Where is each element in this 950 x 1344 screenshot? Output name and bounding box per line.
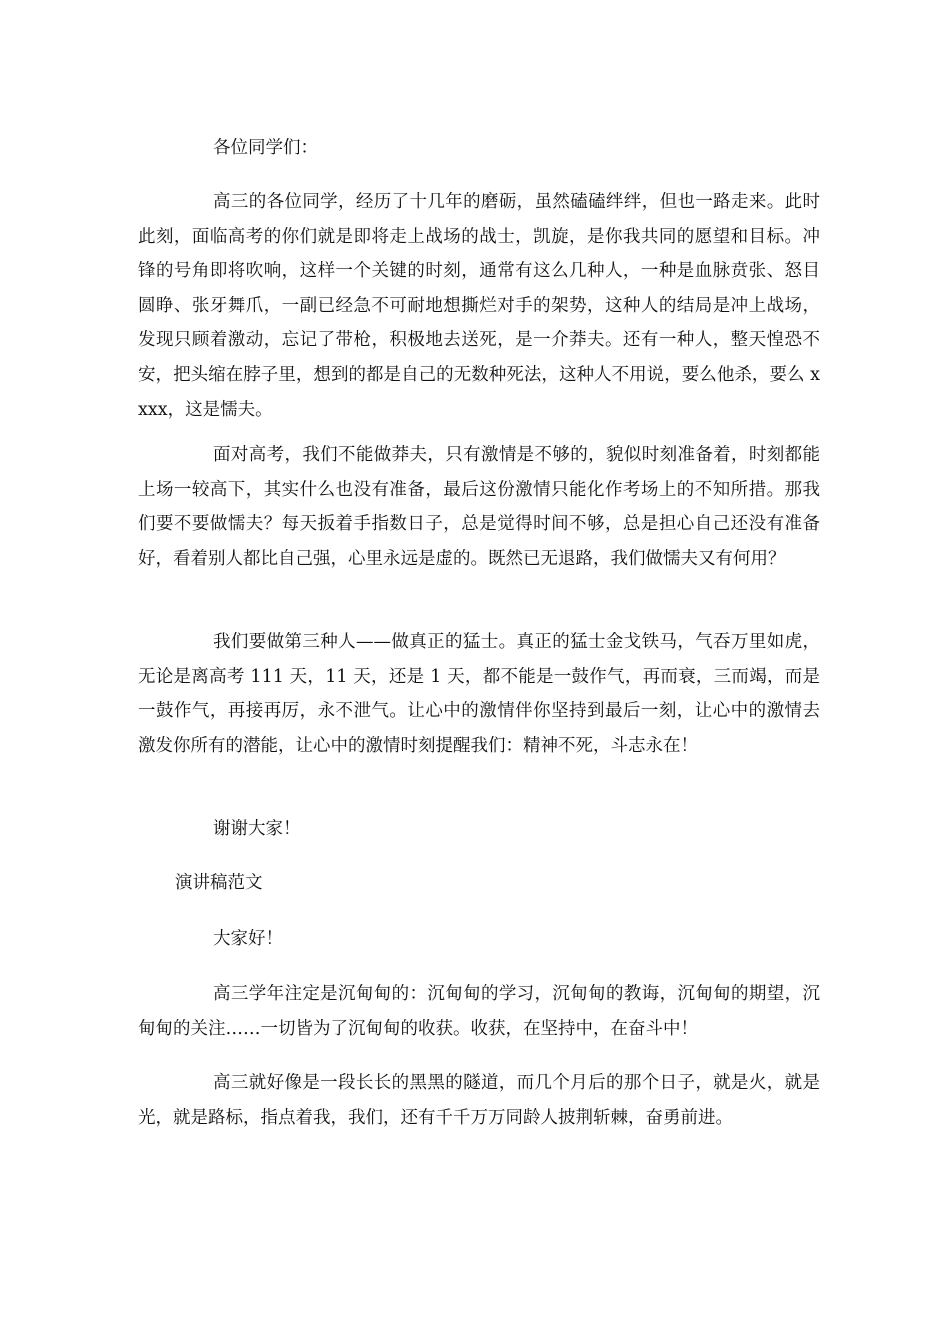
- paragraph-1: 高三的各位同学，经历了十几年的磨砺，虽然磕磕绊绊，但也一路走来。此时此刻，面临高考的你们就是即将走上战场的战士，凯旋，是你我共同的愿望和目标。冲锋的号角即将吹响，这样一个关键的时刻，通常有这么几种人，一种是血脉贲张、怒目圆睁、张牙舞爪，一副已经急不可耐地想撕烂对手的架势，这种人的结局是冲上战场，发现只顾着激动，忘记了带枪，积极地去送死，是一介莽夫。还有一种人，整天惶恐不安，把头缩在脖子里，想到的都是自己的无数种死法，这种人不用说，要么他杀，要么 xxxx，这是懦夫。: [138, 192, 820, 420]
- paragraph-5: 高三就好像是一段长长的黑黑的隧道，而几个月后的那个日子，就是火，就是光，就是路标，指点着我，我们，还有千千万万同龄人披荆斩棘，奋勇前进。: [138, 1073, 820, 1128]
- section-title: 演讲稿范文: [175, 873, 263, 893]
- closing-thanks: 谢谢大家！: [213, 819, 301, 839]
- greeting-2: 大家好！: [213, 929, 283, 949]
- paragraph-2: 面对高考，我们不能做莽夫，只有激情是不够的，貌似时刻准备着，时刻都能上场一较高下，其实什么也没有准备，最后这份激情只能化作考场上的不知所措。那我们要不要做懦夫？每天扳着手指数日子，总是觉得时间不够，总是担心自己还没有准备好，看着别人都比自己强，心里永远是虚的。既然已无退路，我们做懦夫又有何用？: [138, 445, 820, 569]
- paragraph-4: 高三学年注定是沉甸甸的：沉甸甸的学习，沉甸甸的教诲，沉甸甸的期望，沉甸甸的关注……一切皆为了沉甸甸的收获。收获，在坚持中，在奋斗中！: [138, 984, 820, 1039]
- paragraph-3: 我们要做第三种人——做真正的猛士。真正的猛士金戈铁马，气吞万里如虎，无论是离高考 111 天，11 天，还是 1 天，都不能是一鼓作气，再而衰，三而竭，而是一鼓作气，再接再厉，永不泄气。让心中的激情伴你坚持到最后一刻，让心中的激情去激发你所有的潜能，让心中的激情时刻提醒我们：精神不死，斗志永在！: [138, 632, 820, 756]
- greeting: 各位同学们：: [213, 138, 318, 158]
